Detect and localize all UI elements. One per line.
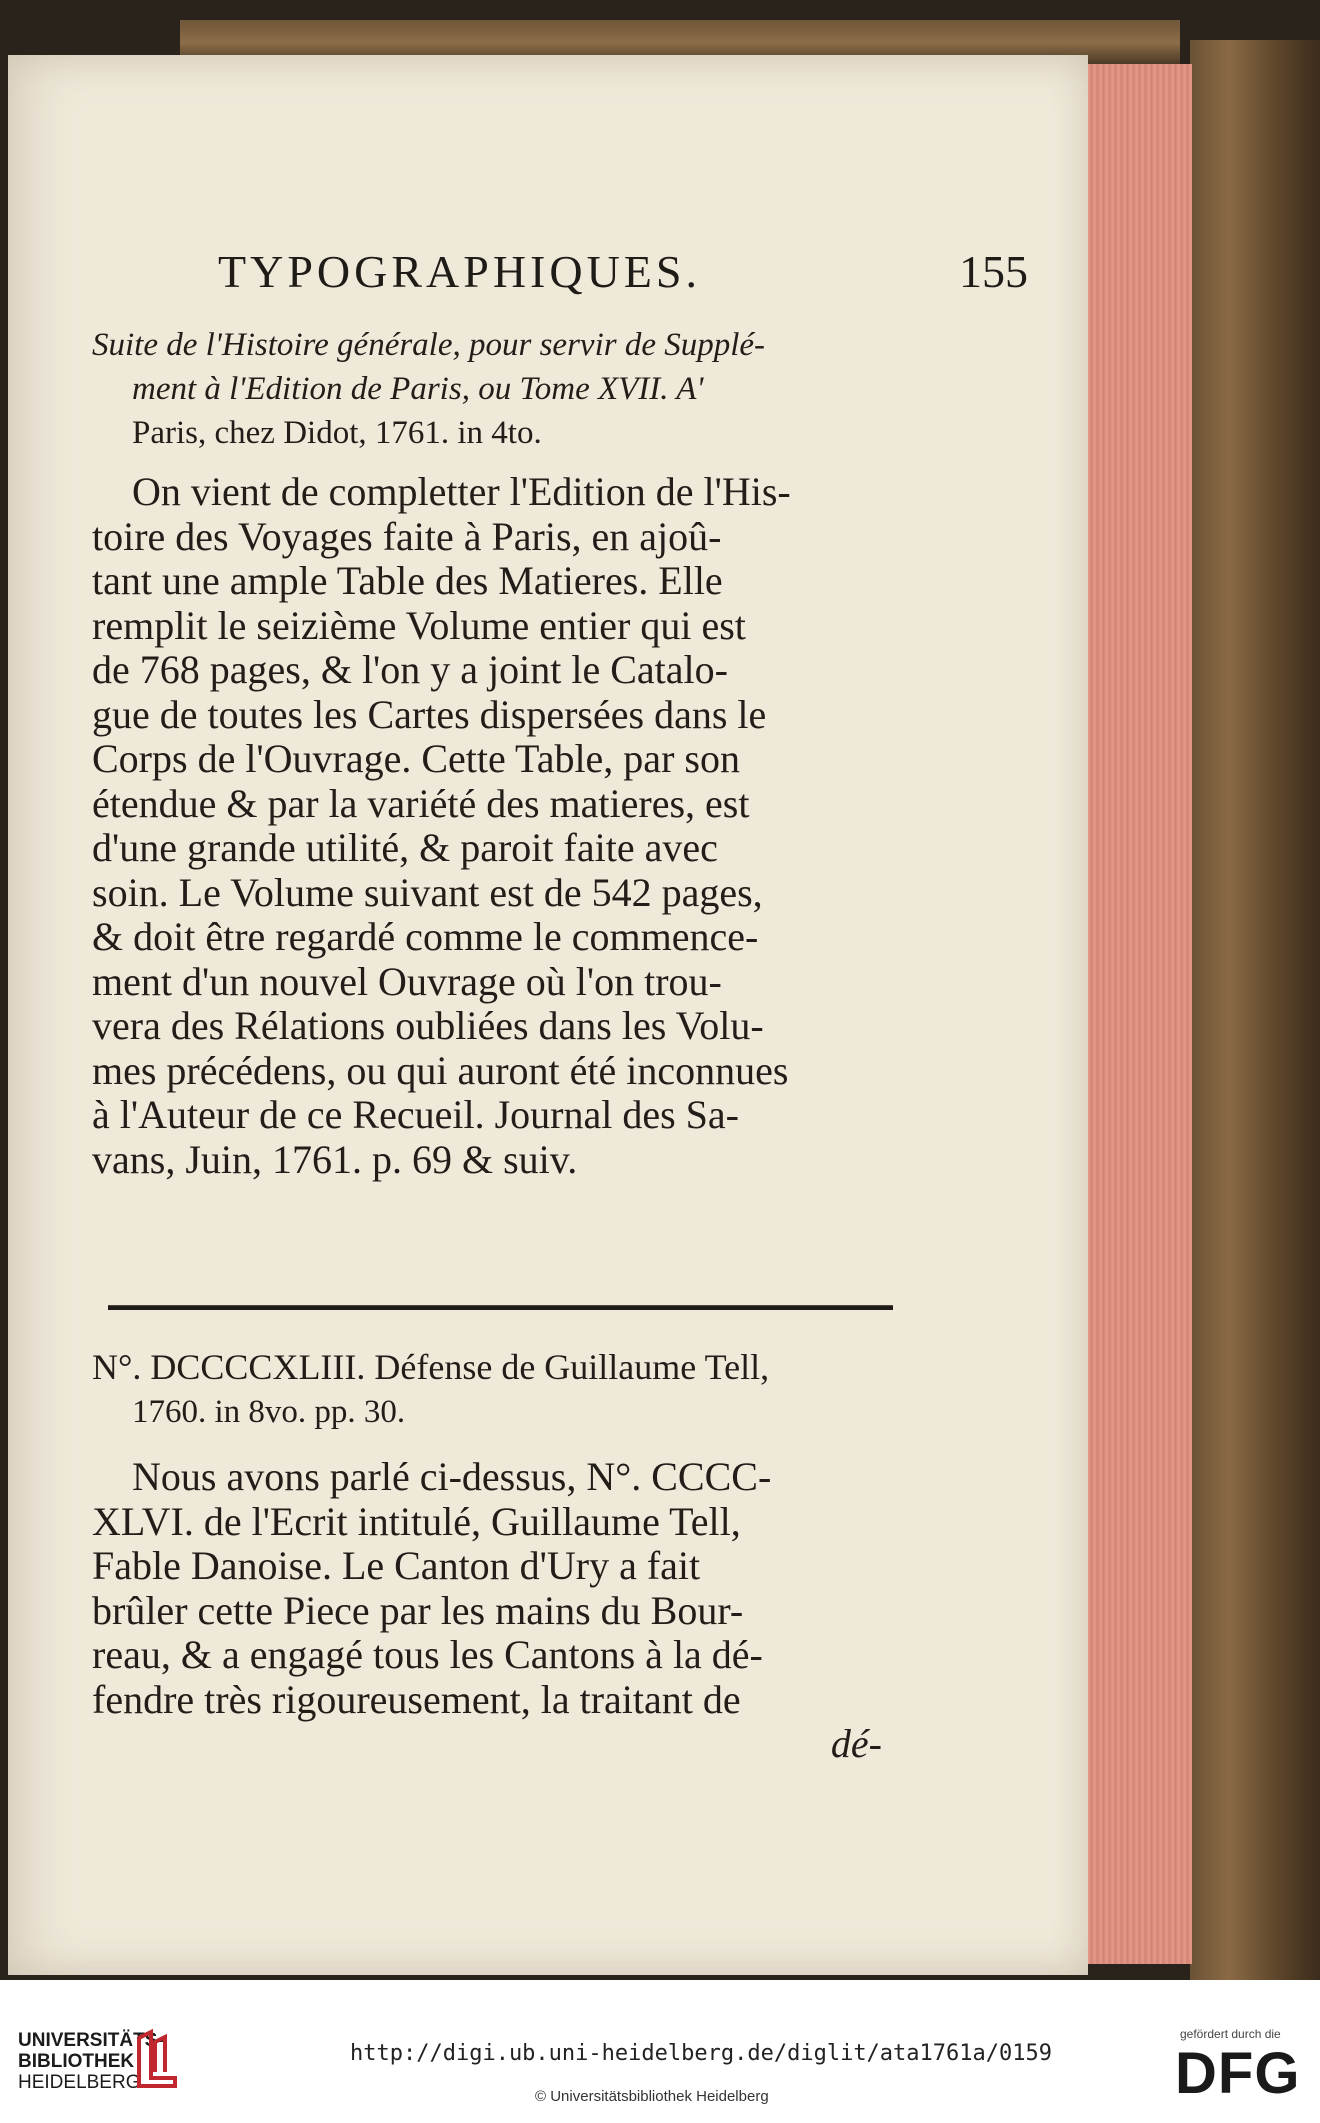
copyright-notice: © Universitätsbibliothek Heidelberg: [535, 2088, 769, 2105]
entry-1-body-line: & doit être regardé comme le commence-: [92, 914, 759, 959]
entry-1-body-line: Corps de l'Ouvrage. Cette Table, par son: [92, 736, 740, 781]
entry-1-body-line: étendue & par la variété des matieres, est: [92, 780, 750, 826]
entry-2-title: [92, 1345, 892, 1434]
entry-2-body-line: reau, & a engagé tous les Cantons à la dé-: [92, 1632, 763, 1677]
entry-1-body-line: soin. Le Volume suivant est de 542 pages,: [92, 869, 763, 915]
entry-2-body-line: fendre très rigoureusement, la traitant de: [92, 1676, 741, 1722]
entry-1-body-line: ment d'un nouvel Ouvrage où l'on trou-: [92, 958, 722, 1004]
entry-2-body: [92, 1455, 892, 1767]
catchword: dé-: [830, 1721, 882, 1766]
entry-2-body-line: Fable Danoise. Le Canton d'Ury a fait: [92, 1543, 701, 1588]
book-page: [8, 55, 1088, 1975]
entry-1-body-line: vera des Rélations oubliées dans les Volu-: [92, 1003, 764, 1048]
entry-1-body-line: toire des Voyages faite à Paris, en ajoû-: [92, 513, 722, 559]
running-head: TYPOGRAPHIQUES.: [218, 246, 701, 297]
page-header: [218, 245, 1028, 305]
entry-1-body-line: à l'Auteur de ce Recueil. Journal des Sa-: [92, 1092, 739, 1137]
entry-1-body: [92, 470, 892, 1182]
permalink-url[interactable]: http://digi.ub.uni-heidelberg.de/diglit/ata1761a/0159: [350, 2041, 1052, 2066]
entry-1-body-line: mes précédens, ou qui auront été inconnues: [92, 1047, 789, 1093]
entry-1-body-line: de 768 pages, & l'on y a joint le Catalo-: [92, 647, 728, 692]
entry-1-body-line: tant une ample Table des Matieres. Elle: [92, 558, 723, 603]
entry-1-body-line: On vient de completter l'Edition de l'His-: [132, 469, 791, 514]
entry-2-title-line: N°. DCCCCXLIII. Défense de Guillaume Tell,: [92, 1347, 770, 1387]
entry-1-title: [92, 323, 892, 455]
page-number: 155: [959, 246, 1028, 297]
entry-1-title-line: Paris, chez Didot, 1761. in 4to.: [132, 415, 542, 451]
dfg-logo: DFG: [1175, 2041, 1301, 2106]
entry-1-body-line: vans, Juin, 1761. p. 69 & suiv.: [92, 1136, 578, 1182]
entry-1-body-line: d'une grande utilité, & paroit faite avec: [92, 825, 718, 870]
section-divider-rule: [108, 1305, 893, 1310]
entry-2-title-line: 1760. in 8vo. pp. 30.: [132, 1393, 406, 1430]
page-edges-red: [1072, 64, 1192, 1964]
entry-1-body-line: gue de toutes les Cartes dispersées dans le: [92, 691, 767, 737]
entry-1-title-line: Suite de l'Histoire générale, pour servir de Supplé-: [92, 327, 766, 363]
library-logo-icon: [135, 2028, 183, 2090]
entry-2-body-line: brûler cette Piece par les mains du Bour-: [92, 1587, 744, 1633]
library-name-line: UNIVERSITÄTS-: [18, 2030, 164, 2051]
cover-board: [1190, 40, 1320, 1980]
funding-note: gefördert durch die: [1180, 2027, 1281, 2041]
entry-1-title-line: ment à l'Edition de Paris, ou Tome XVII. A': [132, 371, 704, 407]
library-name-line: BIBLIOTHEK: [18, 2051, 135, 2072]
entry-1-body-line: remplit le seizième Volume entier qui est: [92, 602, 746, 648]
library-name-line: HEIDELBERG: [18, 2072, 141, 2093]
entry-2-body-line: Nous avons parlé ci-dessus, N°. CCCC-: [132, 1454, 772, 1499]
entry-2-body-line: XLVI. de l'Ecrit intitulé, Guillaume Tell,: [92, 1498, 741, 1544]
